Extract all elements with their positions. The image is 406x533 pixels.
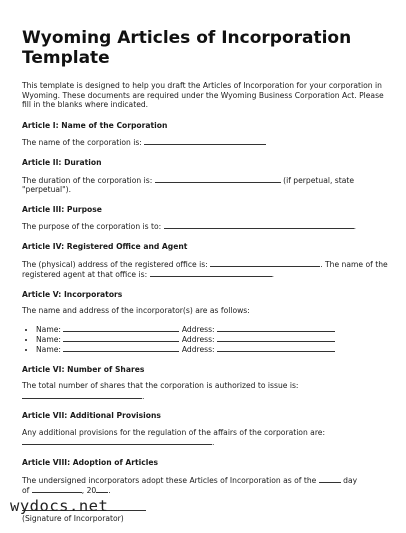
incorporator-address-blank[interactable] [217,334,335,342]
article-5-text: The name and address of the incorporator(s) are as follows: [22,306,250,316]
article-6 [22,365,388,402]
intro-paragraph: This template is designed to help you draft the Articles of Incorporation for your corporation in Wyoming. These documents are required under the Wyoming Business Corporation Act. Please fill in the blanks where indicated. [22,81,384,110]
list-item: • Name: Address: [36,324,388,334]
incorporator-address-blank[interactable] [217,344,335,352]
day-blank[interactable] [319,475,341,483]
article-8-text: The undersigned incorporators adopt these Articles of Incorporation as of the day of , 20 . [22,475,358,496]
signature-label: (Signature of Incorporator) [22,513,124,523]
watermark: wydocs.net [10,497,109,515]
document-page [22,28,388,533]
article-6-heading: Article VI: Number of Shares [22,364,145,374]
incorporator-list [22,324,388,355]
article-3-heading: Article III: Purpose [22,204,102,214]
article-1 [22,121,388,148]
article-4-text: The (physical) address of the registered office is: . The name of the registered agent at that office is: . [22,259,388,280]
article-8-heading: Article VIII: Adoption of Articles [22,458,159,468]
incorporator-address-blank[interactable] [217,324,335,332]
article-5 [22,290,388,355]
article-2-heading: Article II: Duration [22,157,102,167]
corporation-name-blank[interactable] [144,137,266,145]
article-1-text: The name of the corporation is: [22,137,388,148]
year-blank[interactable] [96,485,108,493]
shares-blank[interactable] [22,391,142,399]
article-2-text: The duration of the corporation is: (if perpetual, state "perpetual"). [22,175,355,195]
article-3-text: The purpose of the corporation is to: . [22,222,357,232]
article-2 [22,158,388,195]
month-blank[interactable] [32,485,82,493]
article-1-heading: Article I: Name of the Corporation [22,120,168,130]
document-title: Wyoming Articles of Incorporation Template [22,28,352,68]
article-7 [22,411,388,448]
list-item: • Name: Address: [36,334,388,344]
registered-agent-blank[interactable] [150,269,272,277]
article-4 [22,242,388,280]
article-6-text: The total number of shares that the corporation is authorized to issue is: . [22,381,299,401]
article-3 [22,205,388,232]
incorporator-name-blank[interactable] [63,344,179,352]
article-7-text: Any additional provisions for the regulation of the affairs of the corporation are: . [22,427,326,448]
incorporator-name-blank[interactable] [63,334,179,342]
article-4-heading: Article IV: Registered Office and Agent [22,241,188,251]
purpose-blank[interactable] [164,221,354,229]
list-item: • Name: Address: [36,344,388,354]
additional-provisions-blank[interactable] [22,437,212,445]
duration-blank[interactable] [155,175,281,183]
article-7-heading: Article VII: Additional Provisions [22,411,161,421]
article-5-heading: Article V: Incorporators [22,289,123,299]
registered-office-blank[interactable] [210,259,320,267]
incorporator-name-blank[interactable] [63,324,179,332]
